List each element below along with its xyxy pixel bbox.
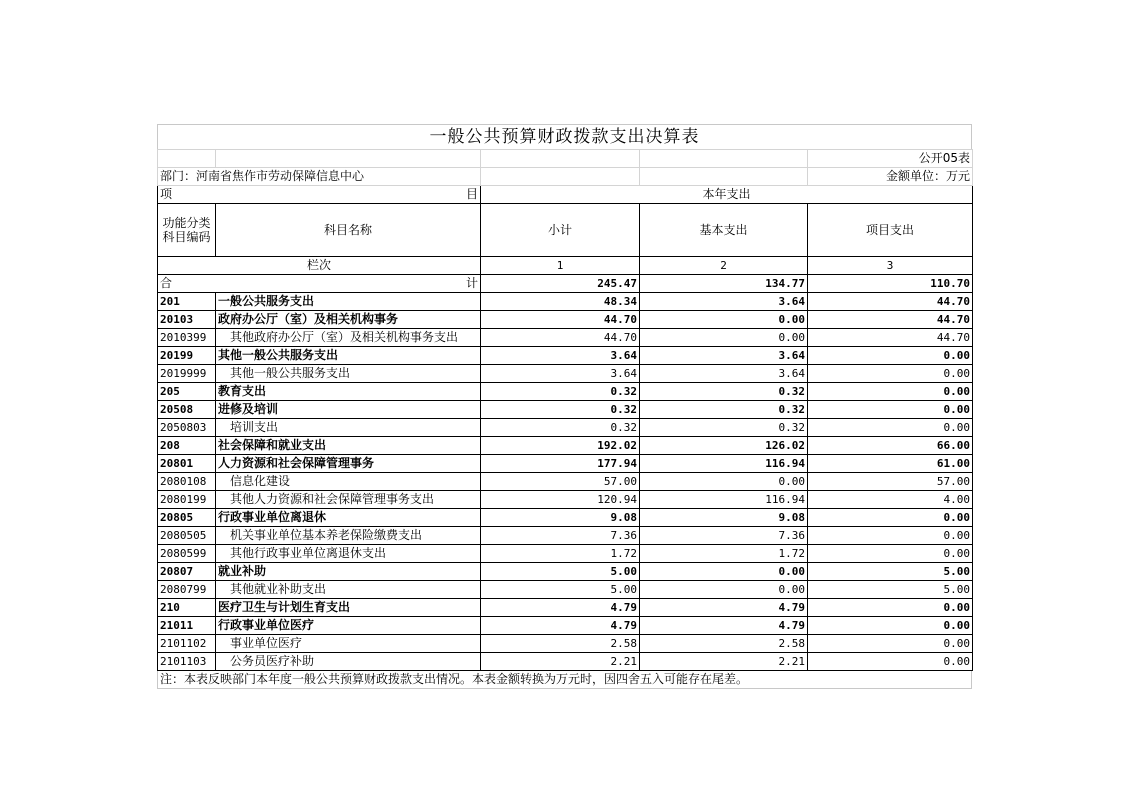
row-basic: 0.00	[640, 329, 808, 347]
unit-label: 金额单位：万元	[808, 168, 973, 186]
row-project: 66.00	[808, 437, 973, 455]
row-name: 其他政府办公厅（室）及相关机构事务支出	[216, 329, 481, 347]
row-project: 0.00	[808, 419, 973, 437]
row-basic: 9.08	[640, 509, 808, 527]
row-code: 20807	[158, 563, 216, 581]
table-row	[158, 383, 973, 401]
row-name: 公务员医疗补助	[216, 653, 481, 671]
row-code: 2080505	[158, 527, 216, 545]
this-year-header: 本年支出	[481, 186, 973, 204]
total-basic: 134.77	[640, 275, 808, 293]
row-basic: 3.64	[640, 347, 808, 365]
row-basic: 116.94	[640, 455, 808, 473]
row-subtotal: 192.02	[481, 437, 640, 455]
row-subtotal: 3.64	[481, 365, 640, 383]
row-subtotal: 177.94	[481, 455, 640, 473]
row-subtotal: 5.00	[481, 581, 640, 599]
table-id: 公开05表	[808, 150, 973, 168]
name-col-header: 科目名称	[216, 204, 481, 257]
row-name: 信息化建设	[216, 473, 481, 491]
row-code: 2080599	[158, 545, 216, 563]
row-name: 政府办公厅（室）及相关机构事务	[216, 311, 481, 329]
row-basic: 4.79	[640, 599, 808, 617]
row-name: 机关事业单位基本养老保险缴费支出	[216, 527, 481, 545]
row-basic: 0.00	[640, 581, 808, 599]
row-code: 20801	[158, 455, 216, 473]
table-row	[158, 401, 973, 419]
row-subtotal: 120.94	[481, 491, 640, 509]
table-row	[158, 635, 973, 653]
row-subtotal: 2.21	[481, 653, 640, 671]
row-code: 2019999	[158, 365, 216, 383]
row-project: 0.00	[808, 527, 973, 545]
total-project: 110.70	[808, 275, 973, 293]
row-subtotal: 3.64	[481, 347, 640, 365]
row-project: 0.00	[808, 401, 973, 419]
row-code: 208	[158, 437, 216, 455]
department-label: 部门：河南省焦作市劳动保障信息中心	[158, 168, 481, 186]
row-subtotal: 2.58	[481, 635, 640, 653]
row-project: 0.00	[808, 635, 973, 653]
table-row	[158, 545, 973, 563]
table-row	[158, 347, 973, 365]
row-code: 2101102	[158, 635, 216, 653]
table-row	[158, 293, 973, 311]
expenditure-table	[157, 149, 973, 671]
row-name: 教育支出	[216, 383, 481, 401]
row-project: 5.00	[808, 563, 973, 581]
row-subtotal: 4.79	[481, 599, 640, 617]
row-subtotal: 7.36	[481, 527, 640, 545]
row-subtotal: 0.32	[481, 401, 640, 419]
row-code: 21011	[158, 617, 216, 635]
row-code: 205	[158, 383, 216, 401]
row-name: 社会保障和就业支出	[216, 437, 481, 455]
row-project: 44.70	[808, 329, 973, 347]
row-code: 2050803	[158, 419, 216, 437]
row-basic: 0.00	[640, 563, 808, 581]
row-project: 0.00	[808, 347, 973, 365]
row-basic: 7.36	[640, 527, 808, 545]
item-header	[158, 186, 481, 204]
row-name: 一般公共服务支出	[216, 293, 481, 311]
row-code: 20508	[158, 401, 216, 419]
table-row	[158, 437, 973, 455]
row-project: 61.00	[808, 455, 973, 473]
row-subtotal: 9.08	[481, 509, 640, 527]
total-subtotal: 245.47	[481, 275, 640, 293]
row-code: 2080199	[158, 491, 216, 509]
lanci-label: 栏次	[158, 257, 481, 275]
row-project: 44.70	[808, 293, 973, 311]
table-row	[158, 455, 973, 473]
row-basic: 0.00	[640, 311, 808, 329]
row-basic: 1.72	[640, 545, 808, 563]
row-code: 20805	[158, 509, 216, 527]
row-code: 2010399	[158, 329, 216, 347]
item-header-left: 项	[160, 187, 173, 201]
item-header-right: 目	[465, 187, 478, 201]
total-label	[158, 275, 481, 293]
row-subtotal: 0.32	[481, 383, 640, 401]
row-basic: 4.79	[640, 617, 808, 635]
row-code: 210	[158, 599, 216, 617]
row-code: 201	[158, 293, 216, 311]
row-basic: 3.64	[640, 293, 808, 311]
col-number-1: 1	[481, 257, 640, 275]
table-row	[158, 473, 973, 491]
table-row	[158, 419, 973, 437]
table-row	[158, 599, 973, 617]
row-project: 0.00	[808, 545, 973, 563]
row-basic: 2.21	[640, 653, 808, 671]
report-sheet	[157, 124, 972, 689]
table-row	[158, 365, 973, 383]
footnote: 注：本表反映部门本年度一般公共预算财政拨款支出情况。本表金额转换为万元时，因四舍五入可能存在尾差。	[157, 671, 972, 689]
row-basic: 0.32	[640, 383, 808, 401]
row-subtotal: 48.34	[481, 293, 640, 311]
table-row	[158, 491, 973, 509]
row-basic: 0.00	[640, 473, 808, 491]
row-project: 0.00	[808, 509, 973, 527]
row-project: 44.70	[808, 311, 973, 329]
row-basic: 116.94	[640, 491, 808, 509]
row-basic: 3.64	[640, 365, 808, 383]
row-subtotal: 5.00	[481, 563, 640, 581]
row-name: 事业单位医疗	[216, 635, 481, 653]
row-subtotal: 0.32	[481, 419, 640, 437]
total-label-left: 合	[160, 276, 173, 290]
subtotal-col-header: 小计	[481, 204, 640, 257]
row-project: 0.00	[808, 383, 973, 401]
row-basic: 2.58	[640, 635, 808, 653]
row-subtotal: 57.00	[481, 473, 640, 491]
col-number-3: 3	[808, 257, 973, 275]
table-row	[158, 509, 973, 527]
row-name: 就业补助	[216, 563, 481, 581]
project-col-header: 项目支出	[808, 204, 973, 257]
code-col-header: 功能分类 科目编码	[158, 204, 216, 257]
table-row	[158, 653, 973, 671]
row-project: 0.00	[808, 653, 973, 671]
table-row	[158, 581, 973, 599]
row-basic: 0.32	[640, 401, 808, 419]
row-project: 5.00	[808, 581, 973, 599]
row-name: 其他人力资源和社会保障管理事务支出	[216, 491, 481, 509]
row-subtotal: 1.72	[481, 545, 640, 563]
row-name: 其他行政事业单位离退休支出	[216, 545, 481, 563]
table-row	[158, 563, 973, 581]
row-project: 57.00	[808, 473, 973, 491]
row-project: 0.00	[808, 365, 973, 383]
row-code: 20199	[158, 347, 216, 365]
table-row	[158, 311, 973, 329]
row-name: 其他就业补助支出	[216, 581, 481, 599]
row-code: 2101103	[158, 653, 216, 671]
row-subtotal: 44.70	[481, 311, 640, 329]
row-project: 0.00	[808, 599, 973, 617]
row-basic: 126.02	[640, 437, 808, 455]
table-row	[158, 617, 973, 635]
row-code: 2080799	[158, 581, 216, 599]
report-title: 一般公共预算财政拨款支出决算表	[157, 124, 972, 149]
row-name: 行政事业单位离退休	[216, 509, 481, 527]
col-number-2: 2	[640, 257, 808, 275]
table-row	[158, 527, 973, 545]
basic-col-header: 基本支出	[640, 204, 808, 257]
row-basic: 0.32	[640, 419, 808, 437]
row-code: 2080108	[158, 473, 216, 491]
row-code: 20103	[158, 311, 216, 329]
total-label-right: 计	[465, 276, 478, 290]
row-name: 培训支出	[216, 419, 481, 437]
row-subtotal: 44.70	[481, 329, 640, 347]
row-name: 其他一般公共服务支出	[216, 365, 481, 383]
row-name: 人力资源和社会保障管理事务	[216, 455, 481, 473]
row-name: 医疗卫生与计划生育支出	[216, 599, 481, 617]
row-project: 0.00	[808, 617, 973, 635]
row-project: 4.00	[808, 491, 973, 509]
row-name: 其他一般公共服务支出	[216, 347, 481, 365]
row-name: 行政事业单位医疗	[216, 617, 481, 635]
row-name: 进修及培训	[216, 401, 481, 419]
row-subtotal: 4.79	[481, 617, 640, 635]
table-row	[158, 329, 973, 347]
